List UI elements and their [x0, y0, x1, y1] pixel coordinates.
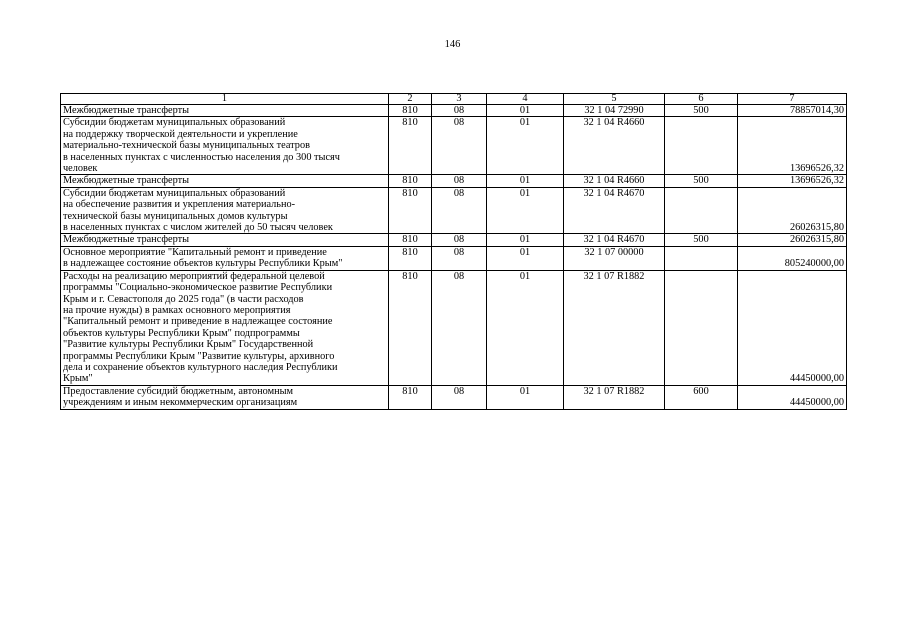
row-col-4: 01	[487, 105, 564, 117]
row-col-6: 500	[665, 175, 738, 187]
header-col-1: 1	[61, 94, 389, 105]
row-col-4: 01	[487, 187, 564, 234]
row-col-6	[665, 187, 738, 234]
header-col-5: 5	[564, 94, 665, 105]
row-col-5: 32 1 04 R4670	[564, 234, 665, 246]
header-col-6: 6	[665, 94, 738, 105]
table-row	[61, 175, 847, 187]
row-col-3: 08	[432, 117, 487, 175]
row-amount: 78857014,30	[738, 105, 847, 117]
row-col-3: 08	[432, 187, 487, 234]
row-col-2: 810	[389, 117, 432, 175]
row-col-6: 600	[665, 385, 738, 409]
row-col-6	[665, 270, 738, 385]
row-amount: 44450000,00	[738, 270, 847, 385]
header-col-2: 2	[389, 94, 432, 105]
row-col-5: 32 1 04 R4660	[564, 117, 665, 175]
row-description: Субсидии бюджетам муниципальных образований на поддержку творческой деятельности и укрепление материально-технической базы муниципальных театров в населенных пунктах с численностью населения до 300 тысяч человек	[61, 117, 389, 175]
row-col-5: 32 1 04 72990	[564, 105, 665, 117]
table-row	[61, 117, 847, 175]
row-amount: 13696526,32	[738, 175, 847, 187]
row-col-3: 08	[432, 175, 487, 187]
row-description: Межбюджетные трансферты	[61, 105, 389, 117]
header-row	[61, 94, 847, 105]
row-col-6: 500	[665, 105, 738, 117]
row-col-3: 08	[432, 246, 487, 270]
table-row	[61, 246, 847, 270]
row-col-3: 08	[432, 234, 487, 246]
row-col-2: 810	[389, 270, 432, 385]
row-col-2: 810	[389, 187, 432, 234]
row-col-4: 01	[487, 246, 564, 270]
row-amount: 26026315,80	[738, 187, 847, 234]
header-col-4: 4	[487, 94, 564, 105]
row-col-5: 32 1 04 R4670	[564, 187, 665, 234]
header-col-3: 3	[432, 94, 487, 105]
table-row	[61, 385, 847, 409]
table-row	[61, 270, 847, 385]
row-amount: 13696526,32	[738, 117, 847, 175]
table-row	[61, 234, 847, 246]
row-amount: 805240000,00	[738, 246, 847, 270]
row-col-2: 810	[389, 246, 432, 270]
row-amount: 26026315,80	[738, 234, 847, 246]
budget-table	[60, 93, 847, 410]
row-description: Субсидии бюджетам муниципальных образований на обеспечение развития и укрепления материально- технической базы муниципальных домов культуры в населенных пунктах с числом жителей до 50 тысяч человек	[61, 187, 389, 234]
row-description: Межбюджетные трансферты	[61, 234, 389, 246]
row-col-3: 08	[432, 385, 487, 409]
row-col-5: 32 1 07 R1882	[564, 385, 665, 409]
row-col-6	[665, 117, 738, 175]
table-row	[61, 105, 847, 117]
row-col-2: 810	[389, 175, 432, 187]
row-col-2: 810	[389, 385, 432, 409]
row-description: Основное мероприятие "Капитальный ремонт и приведение в надлежащее состояние объектов культуры Республики Крым"	[61, 246, 389, 270]
row-col-5: 32 1 07 00000	[564, 246, 665, 270]
row-description: Предоставление субсидий бюджетным, автономным учреждениям и иным некоммерческим организациям	[61, 385, 389, 409]
row-col-4: 01	[487, 385, 564, 409]
table-row	[61, 187, 847, 234]
row-col-2: 810	[389, 234, 432, 246]
row-col-3: 08	[432, 105, 487, 117]
row-col-4: 01	[487, 175, 564, 187]
row-col-4: 01	[487, 117, 564, 175]
row-col-6	[665, 246, 738, 270]
row-col-5: 32 1 04 R4660	[564, 175, 665, 187]
row-col-4: 01	[487, 234, 564, 246]
row-col-2: 810	[389, 105, 432, 117]
row-col-6: 500	[665, 234, 738, 246]
row-col-3: 08	[432, 270, 487, 385]
page-number: 146	[444, 39, 461, 50]
row-description: Расходы на реализацию мероприятий федеральной целевой программы "Социально-экономическое развитие Республики Крым и г. Севастополя до 2025 года" (в части расходов на прочие нужды) в рамках основного мероприятия "Капитальный ремонт и приведение в надлежащее состояние объектов культуры Республики Крым" подпрограммы "Развитие культуры Республики Крым" Государственной программы Республики Крым "Развитие культуры, архивного дела и сохранение объектов культурного наследия Республики Крым"	[61, 270, 389, 385]
row-description: Межбюджетные трансферты	[61, 175, 389, 187]
row-col-4: 01	[487, 270, 564, 385]
row-amount: 44450000,00	[738, 385, 847, 409]
row-col-5: 32 1 07 R1882	[564, 270, 665, 385]
header-col-7: 7	[738, 94, 847, 105]
